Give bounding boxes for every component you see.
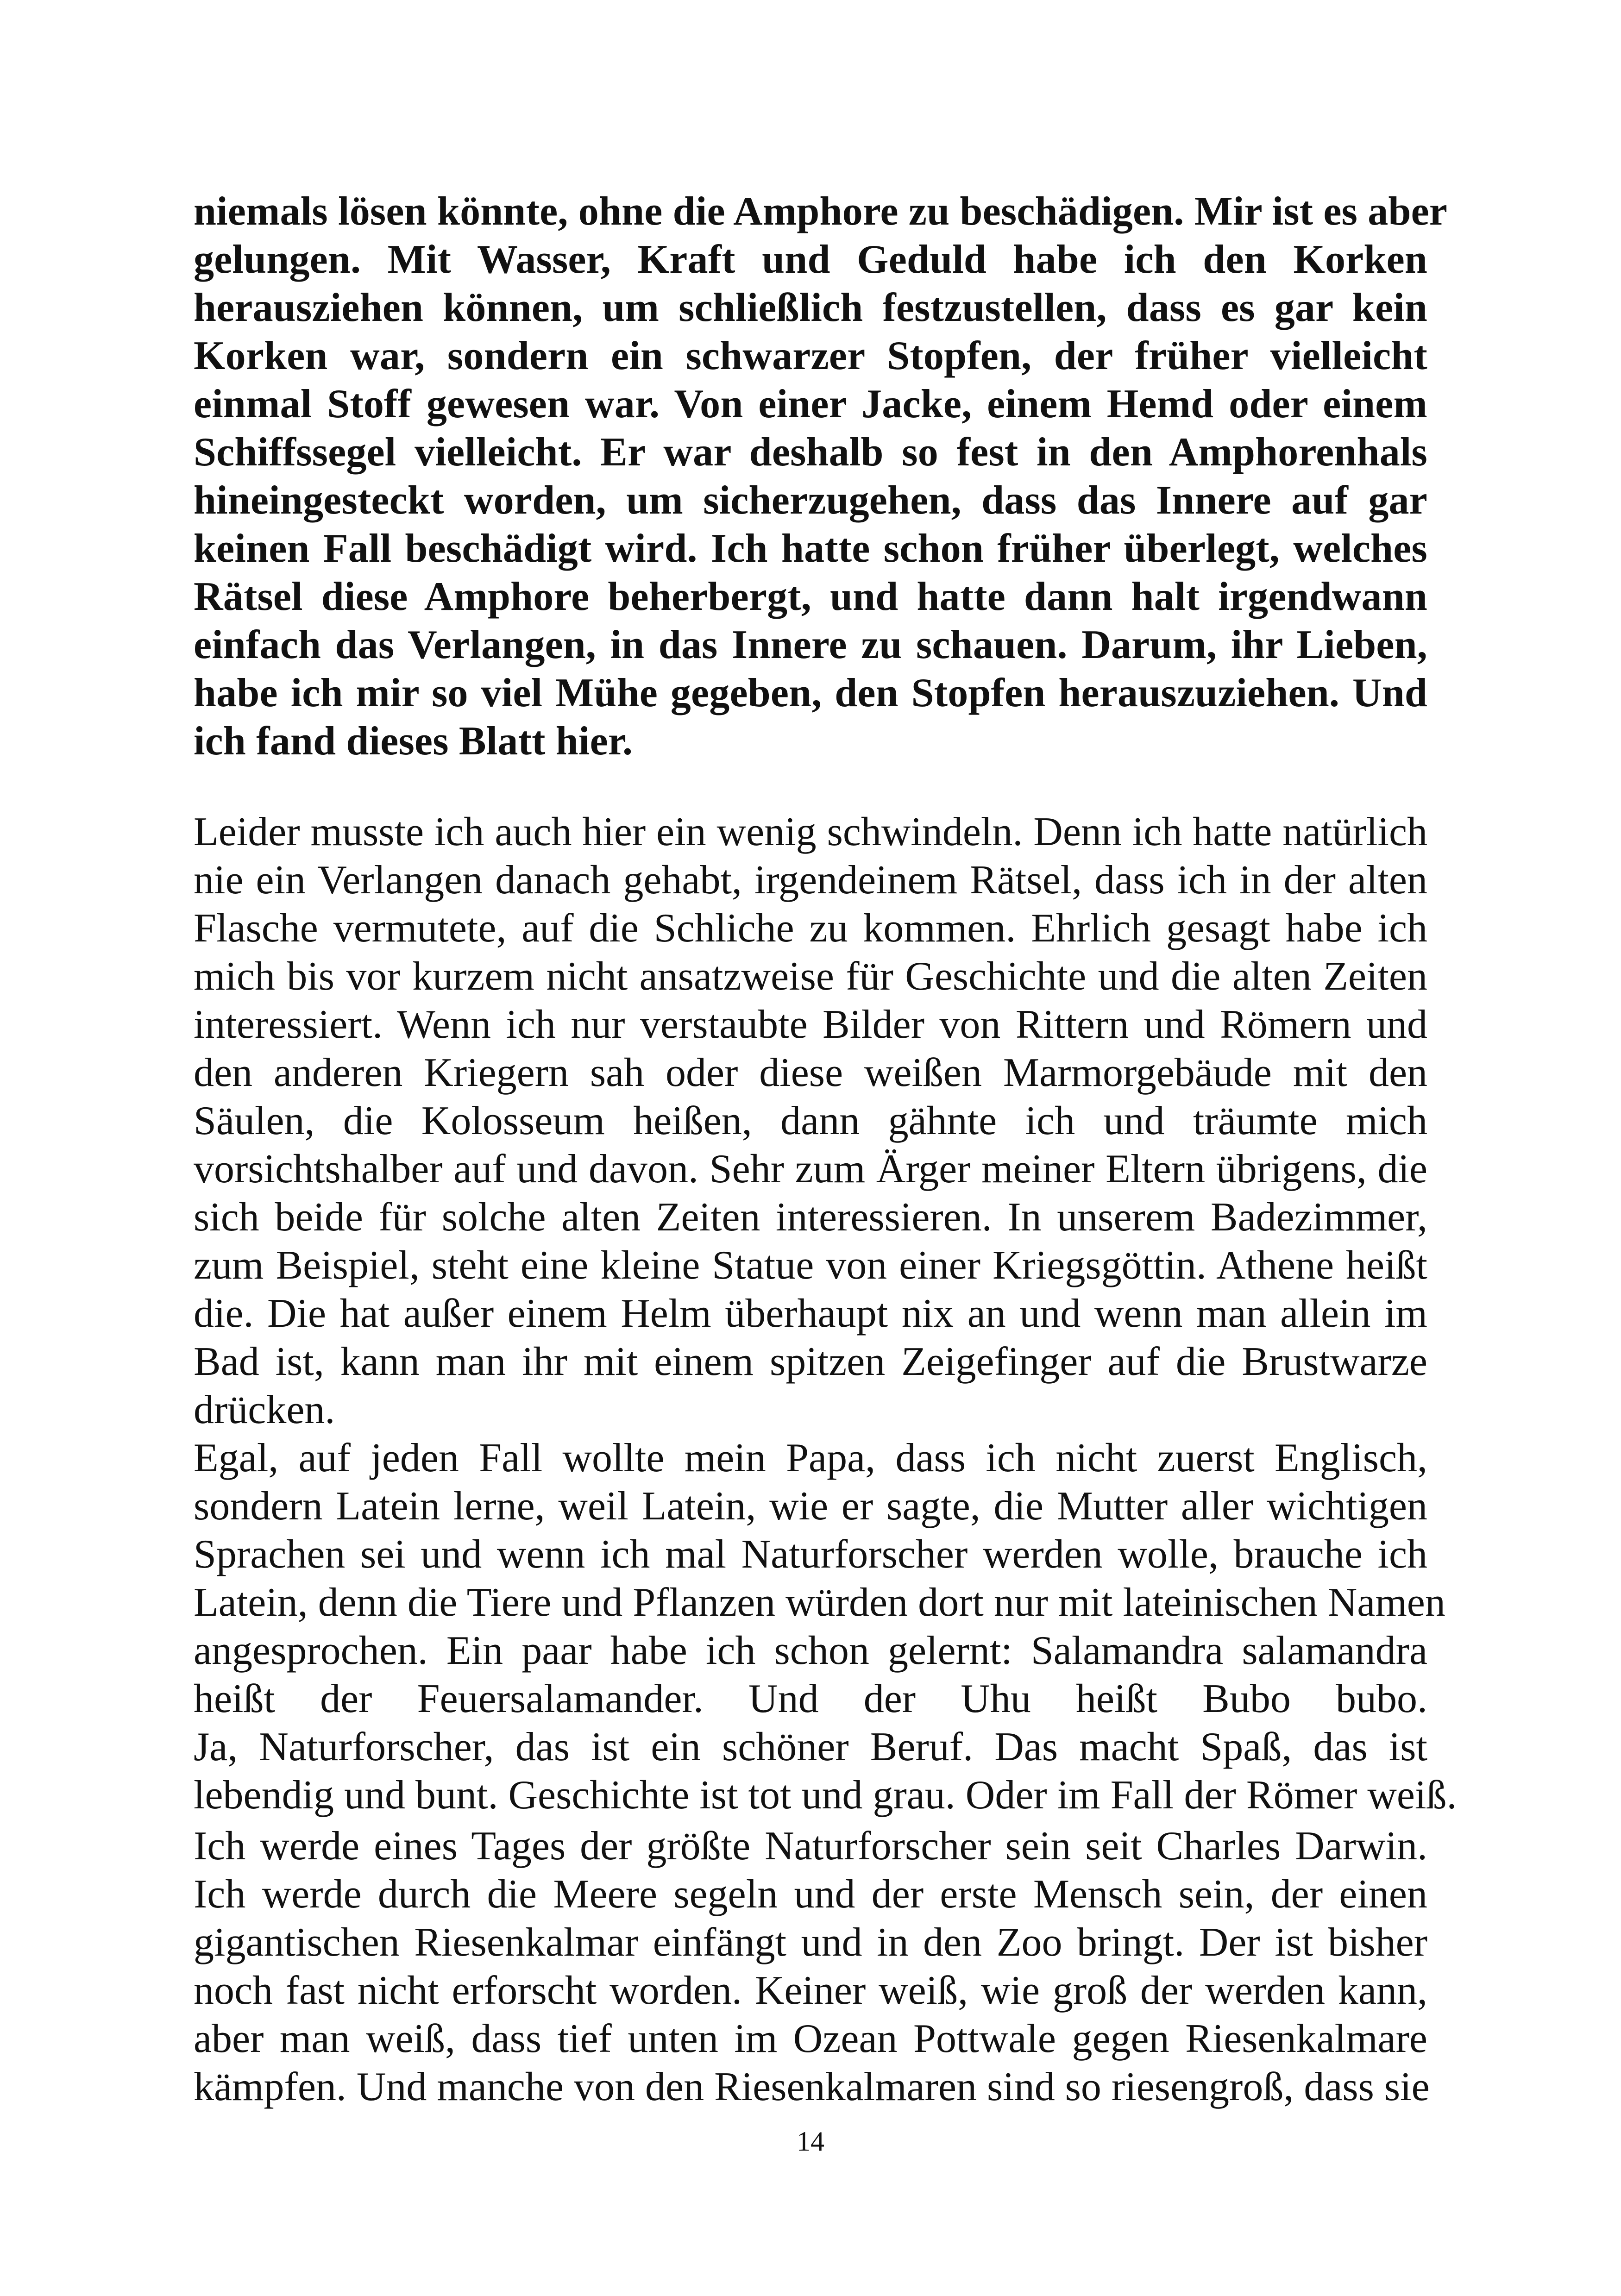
text-line: interessiert. Wenn ich nur verstaubte Bilder von Rittern und Römern und <box>194 1002 1427 1047</box>
text-line: Rätsel diese Amphore beherbergt, und hatte dann halt irgendwann <box>194 574 1427 619</box>
text-line: Egal, auf jeden Fall wollte mein Papa, dass ich nicht zuerst Englisch, <box>194 1436 1427 1480</box>
text-line: nie ein Verlangen danach gehabt, irgendeinem Rätsel, dass ich in der alten <box>194 858 1427 903</box>
paragraph-2 <box>194 808 1457 1819</box>
text-line: einfach das Verlangen, in das Innere zu schauen. Darum, ihr Lieben, <box>194 622 1427 667</box>
text-line: Ich werde durch die Meere segeln und der erste Mensch sein, der einen <box>194 1872 1427 1917</box>
text-line: sondern Latein lerne, weil Latein, wie er sagte, die Mutter aller wichtigen <box>194 1484 1427 1529</box>
text-line: sich beide für solche alten Zeiten interessieren. In unserem Badezimmer, <box>194 1195 1427 1240</box>
text-line: heißt der Feuersalamander. Und der Uhu heißt Bubo bubo. <box>194 1676 1427 1721</box>
paragraph-3 <box>194 1822 1430 2111</box>
text-line: Ja, Naturforscher, das ist ein schöner Beruf. Das macht Spaß, das ist <box>194 1725 1427 1769</box>
text-line: lebendig und bunt. Geschichte ist tot und grau. Oder im Fall der Römer weiß. <box>194 1773 1457 1818</box>
text-line: aber man weiß, dass tief unten im Ozean Pottwale gegen Riesenkalmare <box>194 2016 1427 2061</box>
text-line: den anderen Kriegern sah oder diese weißen Marmorgebäude mit den <box>194 1050 1427 1095</box>
text-line: ich fand dieses Blatt hier. <box>194 719 633 764</box>
text-line: vorsichtshalber auf und davon. Sehr zum Ärger meiner Eltern übrigens, die <box>194 1147 1427 1192</box>
text-line: Schiffssegel vielleicht. Er war deshalb so fest in den Amphorenhals <box>194 430 1427 475</box>
text-line: Bad ist, kann man ihr mit einem spitzen Zeigefinger auf die Brustwarze <box>194 1339 1427 1384</box>
text-line: Säulen, die Kolosseum heißen, dann gähnte ich und träumte mich <box>194 1098 1427 1143</box>
text-line: einmal Stoff gewesen war. Von einer Jacke, einem Hemd oder einem <box>194 382 1427 427</box>
text-line: die. Die hat außer einem Helm überhaupt nix an und wenn man allein im <box>194 1291 1427 1336</box>
text-line: keinen Fall beschädigt wird. Ich hatte schon früher überlegt, welches <box>194 526 1427 571</box>
text-line: hineingesteckt worden, um sicherzugehen, dass das Innere auf gar <box>194 478 1427 523</box>
text-line: noch fast nicht erforscht worden. Keiner weiß, wie groß der werden kann, <box>194 1968 1427 2013</box>
text-line: mich bis vor kurzem nicht ansatzweise für Geschichte und die alten Zeiten <box>194 954 1427 999</box>
text-line: angesprochen. Ein paar habe ich schon gelernt: Salamandra salamandra <box>194 1628 1427 1673</box>
text-line: zum Beispiel, steht eine kleine Statue von einer Kriegsgöttin. Athene heißt <box>194 1243 1427 1288</box>
text-line: gigantischen Riesenkalmar einfängt und in den Zoo bringt. Der ist bisher <box>194 1920 1427 1965</box>
text-line: Flasche vermutete, auf die Schliche zu kommen. Ehrlich gesagt habe ich <box>194 906 1427 951</box>
text-line: Ich werde eines Tages der größte Naturforscher sein seit Charles Darwin. <box>194 1824 1427 1869</box>
text-line: Leider musste ich auch hier ein wenig schwindeln. Denn ich hatte natürlich <box>194 809 1427 854</box>
text-line: Sprachen sei und wenn ich mal Naturforscher werden wolle, brauche ich <box>194 1532 1427 1577</box>
text-line: drücken. <box>194 1387 335 1432</box>
paragraph-bold-1 <box>194 188 1448 765</box>
text-line: herausziehen können, um schließlich festzustellen, dass es gar kein <box>194 285 1427 330</box>
text-line: habe ich mir so viel Mühe gegeben, den Stopfen herauszuziehen. Und <box>194 671 1427 715</box>
text-line: Latein, denn die Tiere und Pflanzen würden dort nur mit lateinischen Namen <box>194 1580 1445 1625</box>
text-line: niemals lösen könnte, ohne die Amphore zu beschädigen. Mir ist es aber <box>194 189 1448 234</box>
text-line: gelungen. Mit Wasser, Kraft und Geduld habe ich den Korken <box>194 237 1427 282</box>
page-number: 14 <box>797 2126 824 2157</box>
text-line: Korken war, sondern ein schwarzer Stopfen, der früher vielleicht <box>194 333 1427 378</box>
text-line: kämpfen. Und manche von den Riesenkalmaren sind so riesengroß, dass sie <box>194 2064 1430 2109</box>
